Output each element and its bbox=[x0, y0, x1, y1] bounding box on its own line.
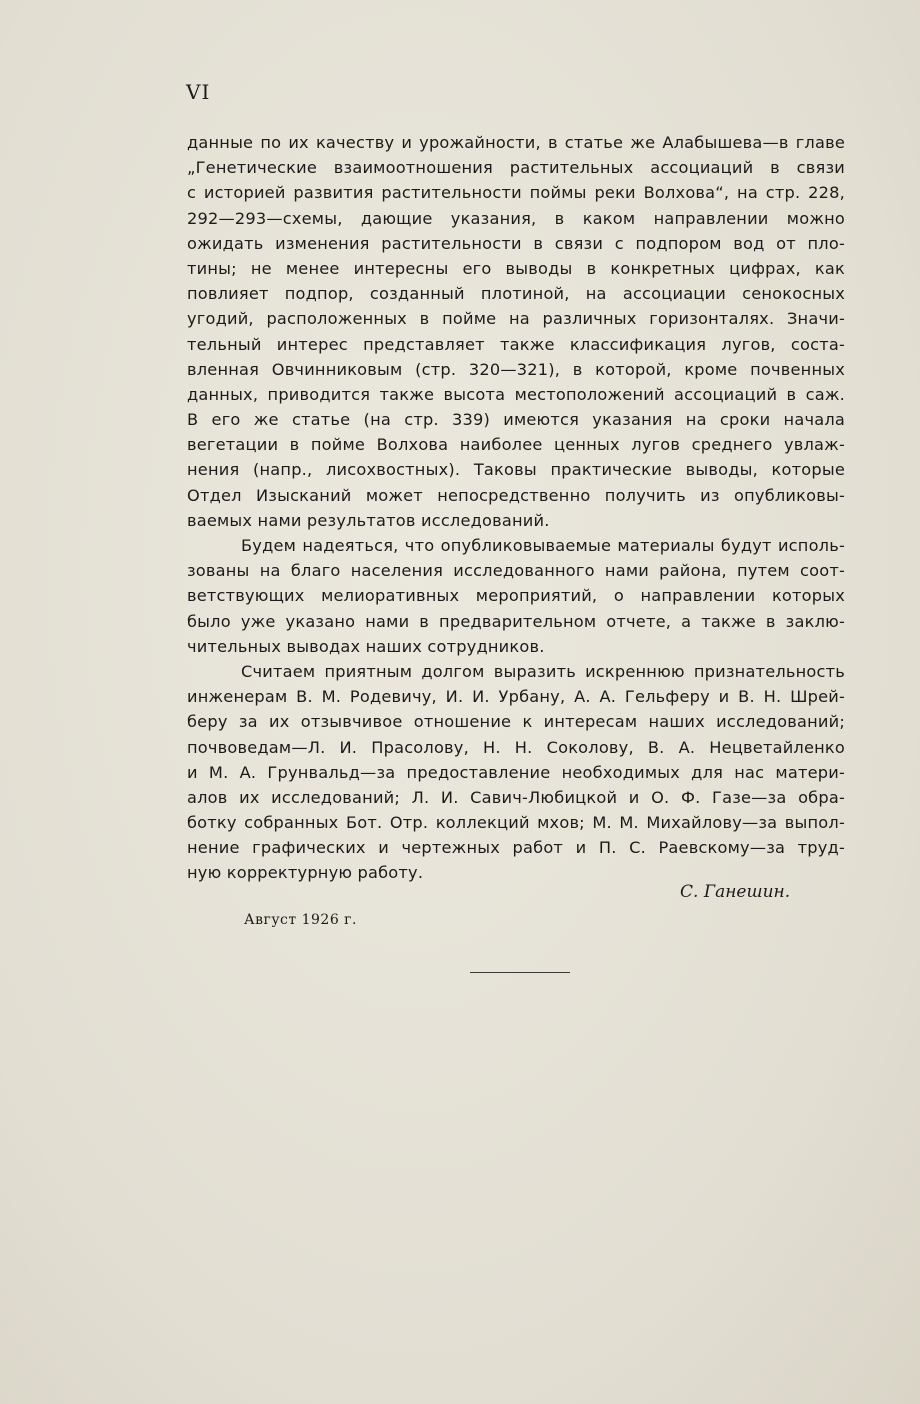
author-signature: С. Ганешин. bbox=[680, 882, 791, 902]
text-line: тины; не менее интересны его выводы в конкретных цифрах, как bbox=[187, 258, 845, 278]
text-line: В его же статье (на стр. 339) имеются указания на сроки начала bbox=[187, 410, 845, 430]
text-line: „Генетические взаимоотношения растительных ассоциаций в связи bbox=[187, 158, 845, 178]
text-line: чительных выводах наших сотрудников. bbox=[187, 636, 545, 656]
text-line: нения (напр., лисохвостных). Таковы практические выводы, которые bbox=[187, 460, 845, 480]
text-line: ботку собранных Бот. Отр. коллекций мхов; М. М. Михайлову—за выпол- bbox=[187, 813, 845, 833]
paragraph bbox=[187, 659, 845, 886]
text-line: ветствующих мелиоративных мероприятий, о направлении которых bbox=[187, 586, 845, 606]
page-number: VI bbox=[186, 80, 211, 104]
body-text bbox=[187, 130, 845, 886]
text-line: ваемых нами результатов исследований. bbox=[187, 510, 550, 530]
text-line: почвоведам—Л. И. Прасолову, Н. Н. Соколову, В. А. Нецветайленко bbox=[187, 737, 845, 757]
text-line: тельный интерес представляет также классификация лугов, соста- bbox=[187, 334, 845, 354]
text-line: ожидать изменения растительности в связи с подпором вод от пло- bbox=[187, 233, 845, 253]
text-line: данные по их качеству и урожайности, в статье же Алабышева—в главе bbox=[187, 133, 845, 152]
paragraph bbox=[187, 130, 845, 533]
text-line: Считаем приятным долгом выразить искреннюю признательность bbox=[241, 661, 845, 681]
text-line: вленная Овчинниковым (стр. 320—321), в которой, кроме почвенных bbox=[187, 359, 845, 379]
text-line: Будем надеяться, что опубликовываемые материалы будут исполь- bbox=[241, 536, 845, 555]
text-line: и М. А. Грунвальд—за предоставление необходимых для нас матери- bbox=[187, 762, 845, 782]
text-line: ную корректурную работу. bbox=[187, 863, 424, 883]
text-line: повлияет подпор, созданный плотиной, на ассоциации сенокосных bbox=[187, 284, 845, 304]
text-line: с историей развития растительности поймы реки Волхова“, на стр. 228, bbox=[187, 183, 845, 203]
text-line: нение графических и чертежных работ и П. С. Раевскому—за труд- bbox=[187, 838, 845, 858]
text-line: данных, приводится также высота местоположений ассоциаций в саж. bbox=[187, 384, 845, 404]
date-line: Август 1926 г. bbox=[244, 912, 357, 928]
text-line: вегетации в пойме Волхова наиболее ценных лугов среднего увлаж- bbox=[187, 435, 845, 455]
text-line: беру за их отзывчивое отношение к интересам наших исследований; bbox=[187, 712, 845, 732]
end-rule-divider bbox=[470, 972, 570, 973]
text-line: алов их исследований; Л. И. Савич-Любицкой и О. Ф. Газе—за обра- bbox=[187, 787, 845, 807]
paragraph-list bbox=[187, 130, 845, 886]
paragraph bbox=[187, 533, 845, 659]
text-line: Отдел Изысканий может непосредственно получить из опубликовы- bbox=[187, 485, 845, 505]
text-line: было уже указано нами в предварительном отчете, а также в заклю- bbox=[187, 611, 845, 631]
text-line: угодий, расположенных в пойме на различных горизонталях. Значи- bbox=[187, 309, 845, 329]
text-line: зованы на благо населения исследованного нами района, путем соот- bbox=[187, 561, 845, 581]
text-line: инженерам В. М. Родевичу, И. И. Урбану, А. А. Гельферу и В. Н. Шрей- bbox=[187, 687, 845, 707]
text-line: 292—293—схемы, дающие указания, в каком направлении можно bbox=[187, 208, 845, 228]
